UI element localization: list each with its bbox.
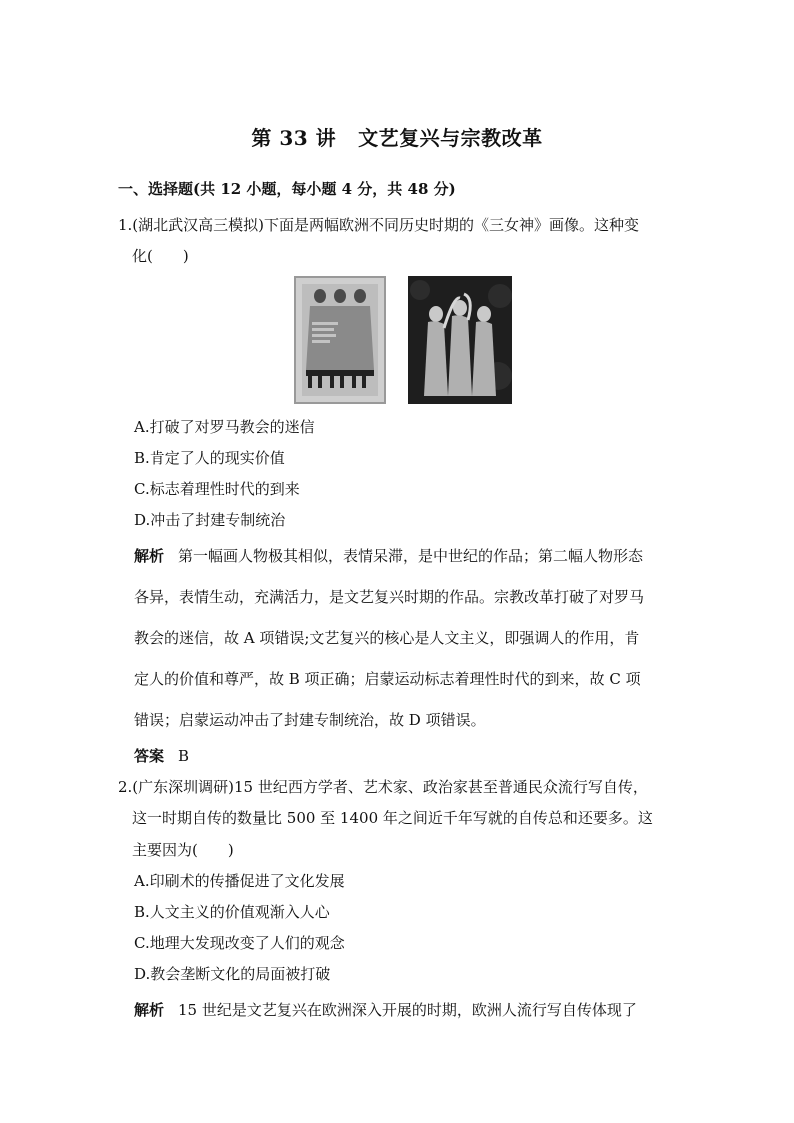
q2-text-line2: 这一时期自传的数量比 500 至 1400 年之间近千年写就的自传总和还要多。这 — [132, 809, 653, 827]
page-title — [0, 122, 794, 151]
q2-text-end: ) — [227, 841, 234, 859]
q1-answer — [134, 746, 189, 766]
q1-option-a: A.打破了对罗马教会的迷信 — [134, 418, 315, 436]
renaissance-three-graces-image — [408, 276, 512, 404]
q2-analysis-text: 15 世纪是文艺复兴在欧洲深入开展的时期，欧洲人流行写自传体现了 — [178, 1001, 637, 1019]
q1-option-c: C.标志着理性时代的到来 — [134, 480, 300, 498]
q1-analysis-text: 第一幅画人物极其相似，表情呆滞，是中世纪的作品；第二幅人物形态 — [178, 547, 644, 565]
q2-option-c: C.地理大发现改变了人们的观念 — [134, 934, 345, 952]
q1-option-b: B.肯定了人的现实价值 — [134, 449, 285, 467]
q2-analysis-label: 解析 — [134, 1001, 165, 1019]
q1-text-line1: 1.(湖北武汉高三模拟)下面是两幅欧洲不同历史时期的《三女神》画像。这种变 — [118, 216, 640, 234]
q1-option-d: D.冲击了封建专制统治 — [134, 511, 286, 529]
q2-text-line1: 2.(广东深圳调研)15 世纪西方学者、艺术家、政治家甚至普通民众流行写自传， — [118, 778, 648, 796]
q1-text-end: ) — [182, 247, 189, 265]
q1-analysis-line2: 各异，表情生动，充满活力，是文艺复兴时期的作品。宗教改革打破了对罗马 — [134, 588, 645, 606]
medieval-three-graces-image — [294, 276, 386, 404]
q2-option-d: D.教会垄断文化的局面被打破 — [134, 965, 331, 983]
medieval-painting-graphic — [296, 278, 384, 402]
q1-text-line2 — [132, 246, 189, 266]
q2-option-a: A.印刷术的传播促进了文化发展 — [134, 872, 345, 890]
q1-text-start: 化( — [132, 247, 153, 265]
q2-text-line3 — [132, 840, 234, 860]
q1-analysis-label: 解析 — [134, 547, 165, 565]
q1-analysis-line3: 教会的迷信，故 A 项错误;文艺复兴的核心是人文主义，即强调人的作用，肯 — [134, 629, 640, 647]
renaissance-painting-graphic — [408, 276, 512, 404]
q1-analysis-line5: 错误；启蒙运动冲击了封建专制统治，故 D 项错误。 — [134, 711, 486, 729]
q1-analysis-line1 — [134, 546, 643, 566]
q2-option-b: B.人文主义的价值观渐入人心 — [134, 903, 330, 921]
q2-text-start: 主要因为( — [132, 841, 198, 859]
q1-analysis-line4: 定人的价值和尊严，故 B 项正确；启蒙运动标志着理性时代的到来，故 C 项 — [134, 670, 641, 688]
q1-answer-value: B — [178, 747, 190, 765]
section-heading: 一、选择题(共 12 小题，每小题 4 分，共 48 分) — [118, 180, 456, 198]
q2-analysis-line1 — [134, 1000, 637, 1020]
q1-answer-label: 答案 — [134, 747, 165, 765]
title-lecture: 第 33 讲 — [251, 126, 337, 150]
title-topic: 文艺复兴与宗教改革 — [358, 126, 543, 150]
